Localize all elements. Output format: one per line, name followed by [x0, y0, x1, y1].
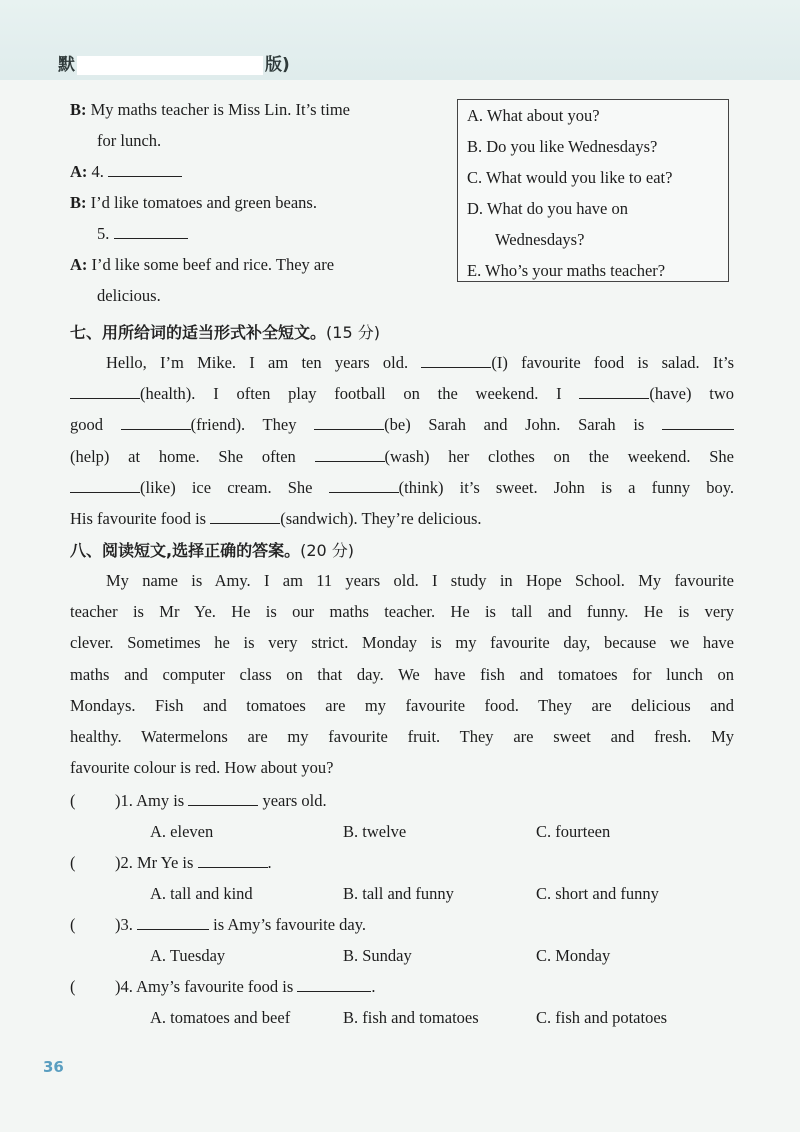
question-text: .	[371, 977, 376, 996]
answer-blank[interactable]	[121, 415, 191, 430]
choice-a[interactable]: A. Tuesday	[150, 946, 226, 965]
option-item: Wednesdays?	[495, 230, 585, 249]
answer-blank[interactable]	[314, 415, 384, 430]
question-number: )3.	[115, 915, 133, 934]
section-seven-passage	[70, 347, 734, 534]
answer-paren[interactable]: (	[70, 915, 76, 934]
passage-text: (think) it’s sweet. John is a funny boy.	[398, 477, 734, 497]
passage-line: favourite colour is red. How about you?	[70, 758, 334, 778]
answer-paren[interactable]: (	[70, 977, 76, 996]
answer-paren[interactable]: (	[70, 791, 76, 810]
choice-c[interactable]: C. fish and potatoes	[536, 1008, 668, 1027]
question-text: years old.	[258, 791, 327, 810]
choice-a[interactable]: A. eleven	[150, 822, 214, 841]
dialogue-text: delicious.	[97, 286, 161, 305]
dialogue-text: I’d like tomatoes and green beans.	[90, 193, 317, 212]
question-number: )2.	[115, 853, 133, 872]
reading-passage	[70, 565, 734, 783]
dialogue-text: for lunch.	[97, 131, 162, 150]
passage-text: (have) two	[649, 384, 735, 404]
passage-text: (sandwich). They’re delicious.	[280, 509, 482, 529]
question-text: Amy is	[136, 791, 189, 810]
header-prefix: 默	[58, 55, 75, 75]
question-text: .	[267, 853, 272, 872]
answer-blank[interactable]	[198, 853, 268, 868]
option-item: C. What would you like to eat?	[467, 168, 673, 187]
answer-blank[interactable]	[70, 478, 140, 493]
dialogue-line	[70, 255, 334, 275]
section-points: (20 分)	[300, 541, 355, 560]
dialogue-text: My maths teacher is Miss Lin. It’s time	[90, 100, 351, 119]
choice-b[interactable]: B. Sunday	[343, 946, 412, 965]
answer-paren[interactable]: (	[70, 853, 76, 872]
choice-a[interactable]: A. tomatoes and beef	[150, 1008, 291, 1027]
passage-line: healthy. Watermelons are my favourite fruit. They are sweet and fresh. My	[70, 727, 734, 747]
question-1	[70, 791, 76, 811]
question-1-stem	[115, 791, 327, 811]
passage-line	[70, 409, 734, 440]
question-text: is Amy’s favourite day.	[209, 915, 367, 934]
answer-blank[interactable]	[210, 509, 280, 524]
dialogue-line	[97, 286, 161, 306]
section-eight-title	[70, 538, 354, 561]
options-box	[457, 99, 729, 282]
question-text: Mr Ye is	[137, 853, 198, 872]
option-item: A. What about you?	[467, 106, 600, 125]
section-seven-title	[70, 320, 380, 343]
passage-text: (wash) her clothes on the weekend. She	[384, 446, 734, 466]
page-number: 36	[43, 1058, 64, 1076]
passage-line	[70, 503, 734, 534]
passage-text: Hello, I’m Mike. I am ten years old.	[106, 353, 422, 372]
blank-number: 4.	[91, 162, 104, 181]
speaker-label: B:	[70, 193, 87, 212]
question-number: )1.	[115, 791, 133, 810]
passage-line: My name is Amy. I am 11 years old. I study in Hope School. My favourite	[106, 571, 734, 590]
dialogue-line	[70, 100, 350, 120]
passage-text: (I) favourite food is salad. It’s	[491, 353, 734, 372]
section-points: (15 分)	[326, 323, 380, 342]
dialogue-line	[70, 193, 317, 213]
question-3	[70, 915, 76, 935]
choice-b[interactable]: B. fish and tomatoes	[343, 1008, 479, 1027]
section-title-text: 八、阅读短文,选择正确的答案。	[70, 541, 301, 560]
answer-blank-5[interactable]	[114, 224, 188, 239]
question-4	[70, 977, 76, 997]
choice-a[interactable]: A. tall and kind	[150, 884, 253, 903]
passage-text: good	[70, 415, 121, 435]
answer-blank[interactable]	[315, 447, 385, 462]
passage-line: teacher is Mr Ye. He is our maths teacher. He is tall and funny. He is very	[70, 602, 734, 622]
passage-text: (be) Sarah and John. Sarah is	[384, 415, 662, 435]
passage-line	[70, 441, 734, 472]
passage-line: Mondays. Fish and tomatoes are my favourite food. They are delicious and	[70, 695, 734, 715]
passage-text: His favourite food is	[70, 509, 211, 529]
speaker-label: A:	[70, 162, 88, 181]
passage-line	[70, 347, 734, 378]
passage-text: (like) ice cream. She	[140, 477, 329, 497]
option-item: E. Who’s your maths teacher?	[467, 261, 666, 280]
dialogue-text: I’d like some beef and rice. They are	[91, 255, 335, 274]
answer-blank[interactable]	[421, 353, 491, 368]
answer-blank[interactable]	[579, 384, 649, 399]
option-item: D. What do you have on	[467, 199, 628, 218]
passage-line: maths and computer class on that day. We have fish and tomatoes for lunch on	[70, 664, 734, 684]
question-4-stem	[115, 977, 376, 997]
question-3-stem	[115, 915, 366, 935]
answer-blank[interactable]	[188, 791, 258, 806]
answer-blank[interactable]	[297, 977, 371, 992]
passage-line: clever. Sometimes he is very strict. Monday is my favourite day, because we have	[70, 633, 734, 653]
question-2	[70, 853, 76, 873]
header-suffix: 版)	[265, 55, 290, 75]
passage-text: (health). I often play football on the weekend. I	[140, 384, 580, 404]
header-title	[58, 50, 290, 75]
choice-c[interactable]: C. short and funny	[536, 884, 659, 903]
answer-blank-4[interactable]	[108, 162, 182, 177]
speaker-label: B:	[70, 100, 87, 119]
redaction-bar	[77, 56, 263, 75]
blank-number: 5.	[97, 224, 110, 243]
speaker-label: A:	[70, 255, 88, 274]
question-number: )4.	[115, 977, 133, 996]
choice-b[interactable]: B. tall and funny	[343, 884, 454, 903]
answer-blank[interactable]	[137, 915, 209, 930]
passage-text: (help) at home. She often	[70, 446, 315, 466]
answer-blank[interactable]	[70, 384, 140, 399]
dialogue-line	[97, 131, 161, 151]
answer-blank[interactable]	[329, 478, 399, 493]
question-text: Amy’s favourite food is	[136, 977, 298, 996]
choice-c[interactable]: C. fourteen	[536, 822, 611, 841]
dialogue-line	[70, 162, 182, 182]
passage-text: (friend). They	[190, 415, 315, 435]
question-2-stem	[115, 853, 272, 873]
section-title-text: 七、用所给词的适当形式补全短文。	[70, 323, 327, 342]
choice-c[interactable]: C. Monday	[536, 946, 611, 965]
choice-b[interactable]: B. twelve	[343, 822, 407, 841]
passage-line	[70, 378, 734, 409]
passage-line	[70, 472, 734, 503]
option-item: B. Do you like Wednesdays?	[467, 137, 658, 156]
answer-blank[interactable]	[662, 415, 734, 430]
dialogue-line	[97, 224, 188, 244]
